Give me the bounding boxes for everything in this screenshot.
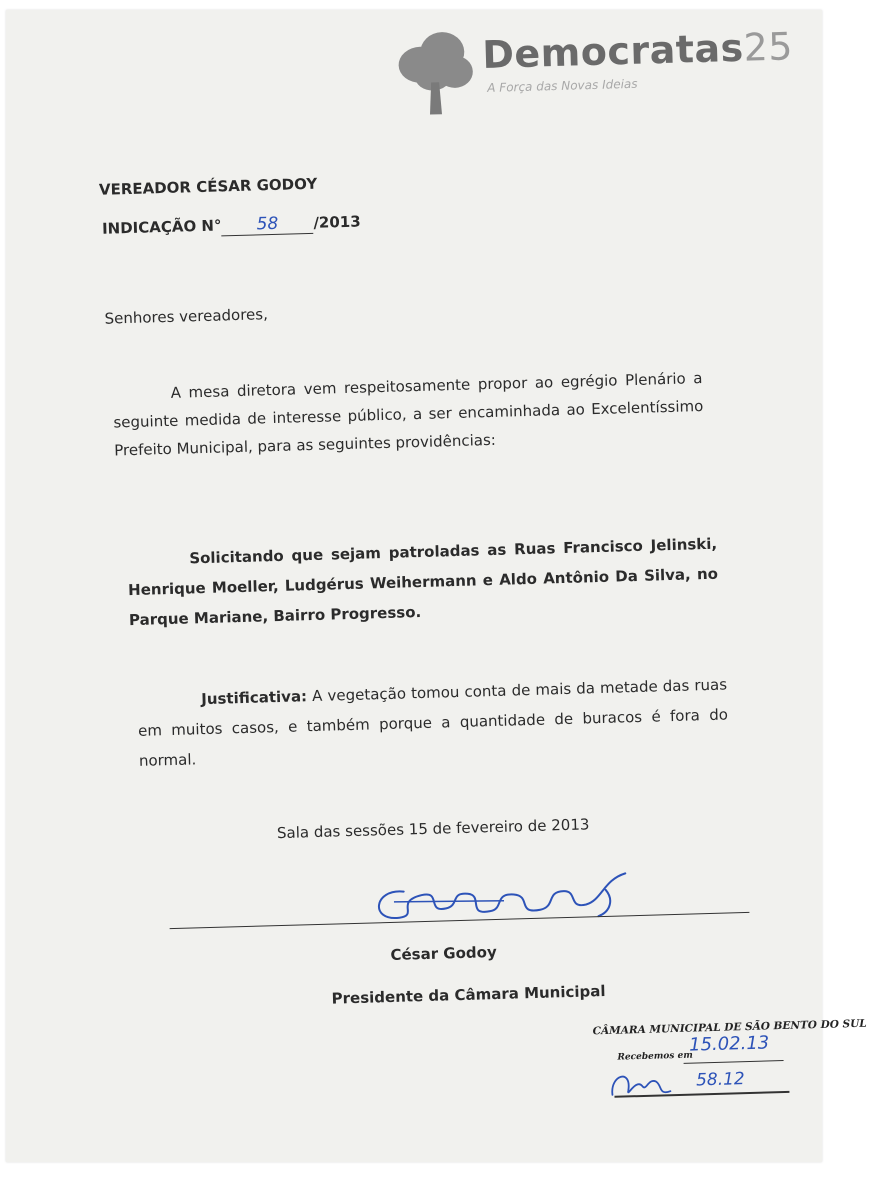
salutation: Senhores vereadores, bbox=[104, 305, 269, 328]
justification-paragraph bbox=[137, 669, 729, 775]
logo-wordmark bbox=[482, 24, 794, 77]
author-heading: VEREADOR CÉSAR GODOY bbox=[98, 174, 318, 199]
stamp-protocol: 58.12 bbox=[695, 1069, 746, 1091]
logo-number: 25 bbox=[743, 24, 794, 70]
justification-text: A vegetação tomou conta de mais da metade das ruas em muitos casos, e também porque a quantidade de buracos é fora do normal. bbox=[137, 675, 729, 770]
intro-paragraph bbox=[112, 364, 704, 464]
signer-name: César Godoy bbox=[390, 943, 497, 964]
indicacao-number: 58 bbox=[256, 213, 279, 235]
stamp-date-line bbox=[684, 1060, 784, 1064]
indicacao-line bbox=[102, 212, 361, 240]
stamp-received-date: 15.02.13 bbox=[688, 1032, 770, 1056]
tree-icon bbox=[390, 23, 483, 120]
logo-name: Democratas bbox=[481, 25, 745, 78]
request-paragraph bbox=[127, 529, 719, 635]
handwritten-signature bbox=[363, 859, 645, 937]
stamp-title: CÂMARA MUNICIPAL DE SÃO BENTO DO SUL bbox=[592, 1017, 867, 1038]
stamp-received-label: Recebemos em bbox=[617, 1050, 693, 1063]
session-line: Sala das sessões 15 de fevereiro de 2013 bbox=[276, 815, 590, 843]
intro-text: A mesa diretora vem respeitosamente propor ao egrégio Plenário a seguinte medida de interesse público, a ser encaminhada ao Excelentíssimo Prefeito Municipal, para as seguintes providências: bbox=[113, 369, 704, 460]
reception-stamp bbox=[583, 1017, 867, 1116]
signer-title: Presidente da Câmara Municipal bbox=[331, 981, 606, 1008]
indicacao-year: /2013 bbox=[313, 212, 361, 232]
indicacao-prefix: INDICAÇÃO N° bbox=[101, 216, 222, 238]
party-logo bbox=[390, 16, 794, 121]
request-text: Solicitando que sejam patroladas as Ruas Francisco Jelinski, Henrique Moeller, Ludgérus Weihermann e Aldo Antônio Da Silva, no Parque Mariane, Bairro Progresso. bbox=[127, 534, 719, 630]
logo-tagline: A Força das Novas Ideias bbox=[487, 76, 638, 95]
justification-label: Justificativa: bbox=[200, 687, 308, 709]
